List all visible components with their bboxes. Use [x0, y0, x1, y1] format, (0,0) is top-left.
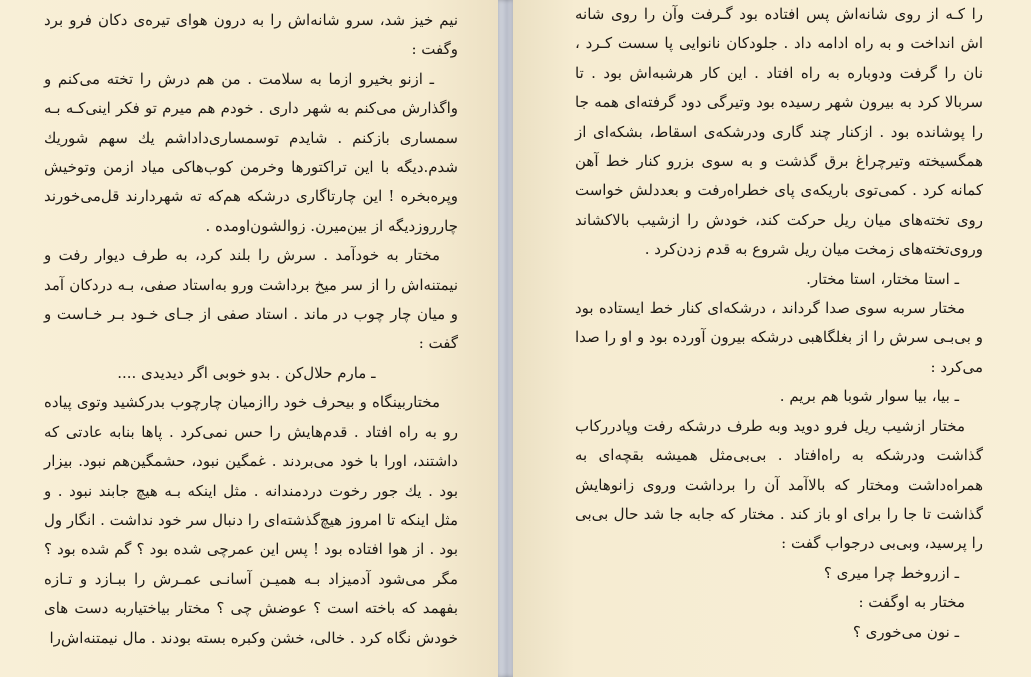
right-page	[513, 0, 1031, 677]
paragraph: مختاربینگاه و بیحرف خود راازمیان چارچوب بدرکشید وتوی پیاده رو به راه افتاد . قدم‌هایش را حس نمی‌کرد . پاها بنابه عادتی که داشتند، اورا با خود می‌بردند . غمگین نبود، حشمگین‌هم نبود. بیزار بود . یك جور رخوت دردمندانه . مثل اینکه بـه هیچ جابند نبود . و مثل اینکه تا امروز هیچ‌گذشته‌ای را دنبال سر خود نداشت . انگار ول بود . از هوا افتاده بود ! پس این عمرچی شده بود ؟ گم شده بود ؟ مگر می‌شود آدمیزاد بـه همیـن آسانـی عمـرش را ببـازد و تـازه بفهمد که باخته است ؟ عوضش چی ؟ مختار بیاختیاربه دست های خودش نگاه کرد . خالی، خشن وکبره بسته بودند . مال نیمتنه‌اش‌را	[44, 393, 458, 647]
book-gutter	[498, 0, 513, 677]
left-page-text	[44, 6, 458, 653]
paragraph: را کـه از روی شانه‌اش پس افتاده بود گـرفت وآن را روی شانه اش انداخت و به راه ادامه داد . جلودکان نانوایی پا سست کـرد ، نان را گرفت ودوباره به راه افتاد . این کار هرشبه‌اش بود . تا سربالا کرد به بیرون شهر رسیده بود وتیرگی دود گرفته‌ای همه جا را پوشانده بود . ازکنار چند گاری ودرشکه‌ی اسقاط، بشکه‌ای از همگسیخته وتیرچراغ برق گذشت و به سوی بزرو کنار خط آهن کمانه کرد . کمی‌توی باریکه‌ی پای خطراه‌رفت و بعددلش خواست روی تخته‌های میان ریل حرکت کند، خودش را ازشیب بالاکشاند وروی‌تخته‌های زمخت میان ریل شروع به قدم زدن‌کرد .	[575, 5, 983, 259]
paragraph: نیم خیز شد، سرو شانه‌اش را به درون هوای تیره‌ی دکان فرو برد وگفت :	[44, 11, 458, 59]
paragraph: مختار ازشیب ریل فرو دوید وبه طرف درشکه رفت وپادرركاب گذاشت ودرشکه به راه‌افتاد . بی‌بی‌مثل همیشه بقچه‌ای به همراه‌داشت ومختار که بالاآمد آن را برداشت وروی زانوهایش گذاشت تا جا را برای او باز کند . مختار که جابه جا شد حال بی‌بی را پرسید، وبی‌بی درجواب گفت :	[575, 416, 983, 553]
dialogue-paragraph: ـ مارم حلال‌کن . بدو خوبی اگر دیدیدی ....	[117, 363, 376, 382]
dialogue-paragraph: ـ ازنو بخیرو ازما به سلامت . من هم درش را تخته می‌کنم و واگذارش می‌کنم به شهر داری . خودم هم میرم تو فکر اینی‌کـه بـه سمساری بازکنم . شایدم توسمساری‌داداشم یك سهم شوریك شدم.دیگه با این تراکتورها وخرمن کوب‌هاکی میاد ازمن وتوخیش وپره‌بخره ! این چارتاگاری درشکه هم‌که ته شهردارند قل‌می‌خورند چارروزدیگه از بین‌میرن. زوالشون‌اومده .	[44, 69, 458, 235]
paragraph: مختار سربه سوی صدا گرداند ، درشکه‌ای کنار خط ایستاده بود و بی‌بـی سرش را از بغلگاهبی درشکه بیرون آورده بود و او را صدا می‌کرد :	[575, 299, 983, 376]
dialogue-paragraph: ـ ازروخط چرا میری ؟	[823, 563, 959, 582]
dialogue-paragraph: ـ بیا، بیا سوار شوبا هم بریم .	[779, 387, 959, 406]
paragraph: مختار به خودآمد . سرش را بلند کرد، به طرف دیوار رفت و نیمتنه‌اش را از سر میخ برداشت ورو به‌استاد صفی، بـه دردکان آمد و میان چار چوب در ماند . استاد صفی از جـای خـود بـر خـاست و گفت :	[44, 246, 458, 353]
paragraph: مختار به اوگفت :	[858, 593, 965, 612]
right-page-text	[575, 0, 983, 647]
left-page	[0, 0, 498, 677]
dialogue-paragraph: ـ استا مختار، استا مختار.	[806, 269, 959, 288]
dialogue-paragraph: ـ نون می‌خوری ؟	[852, 622, 959, 641]
